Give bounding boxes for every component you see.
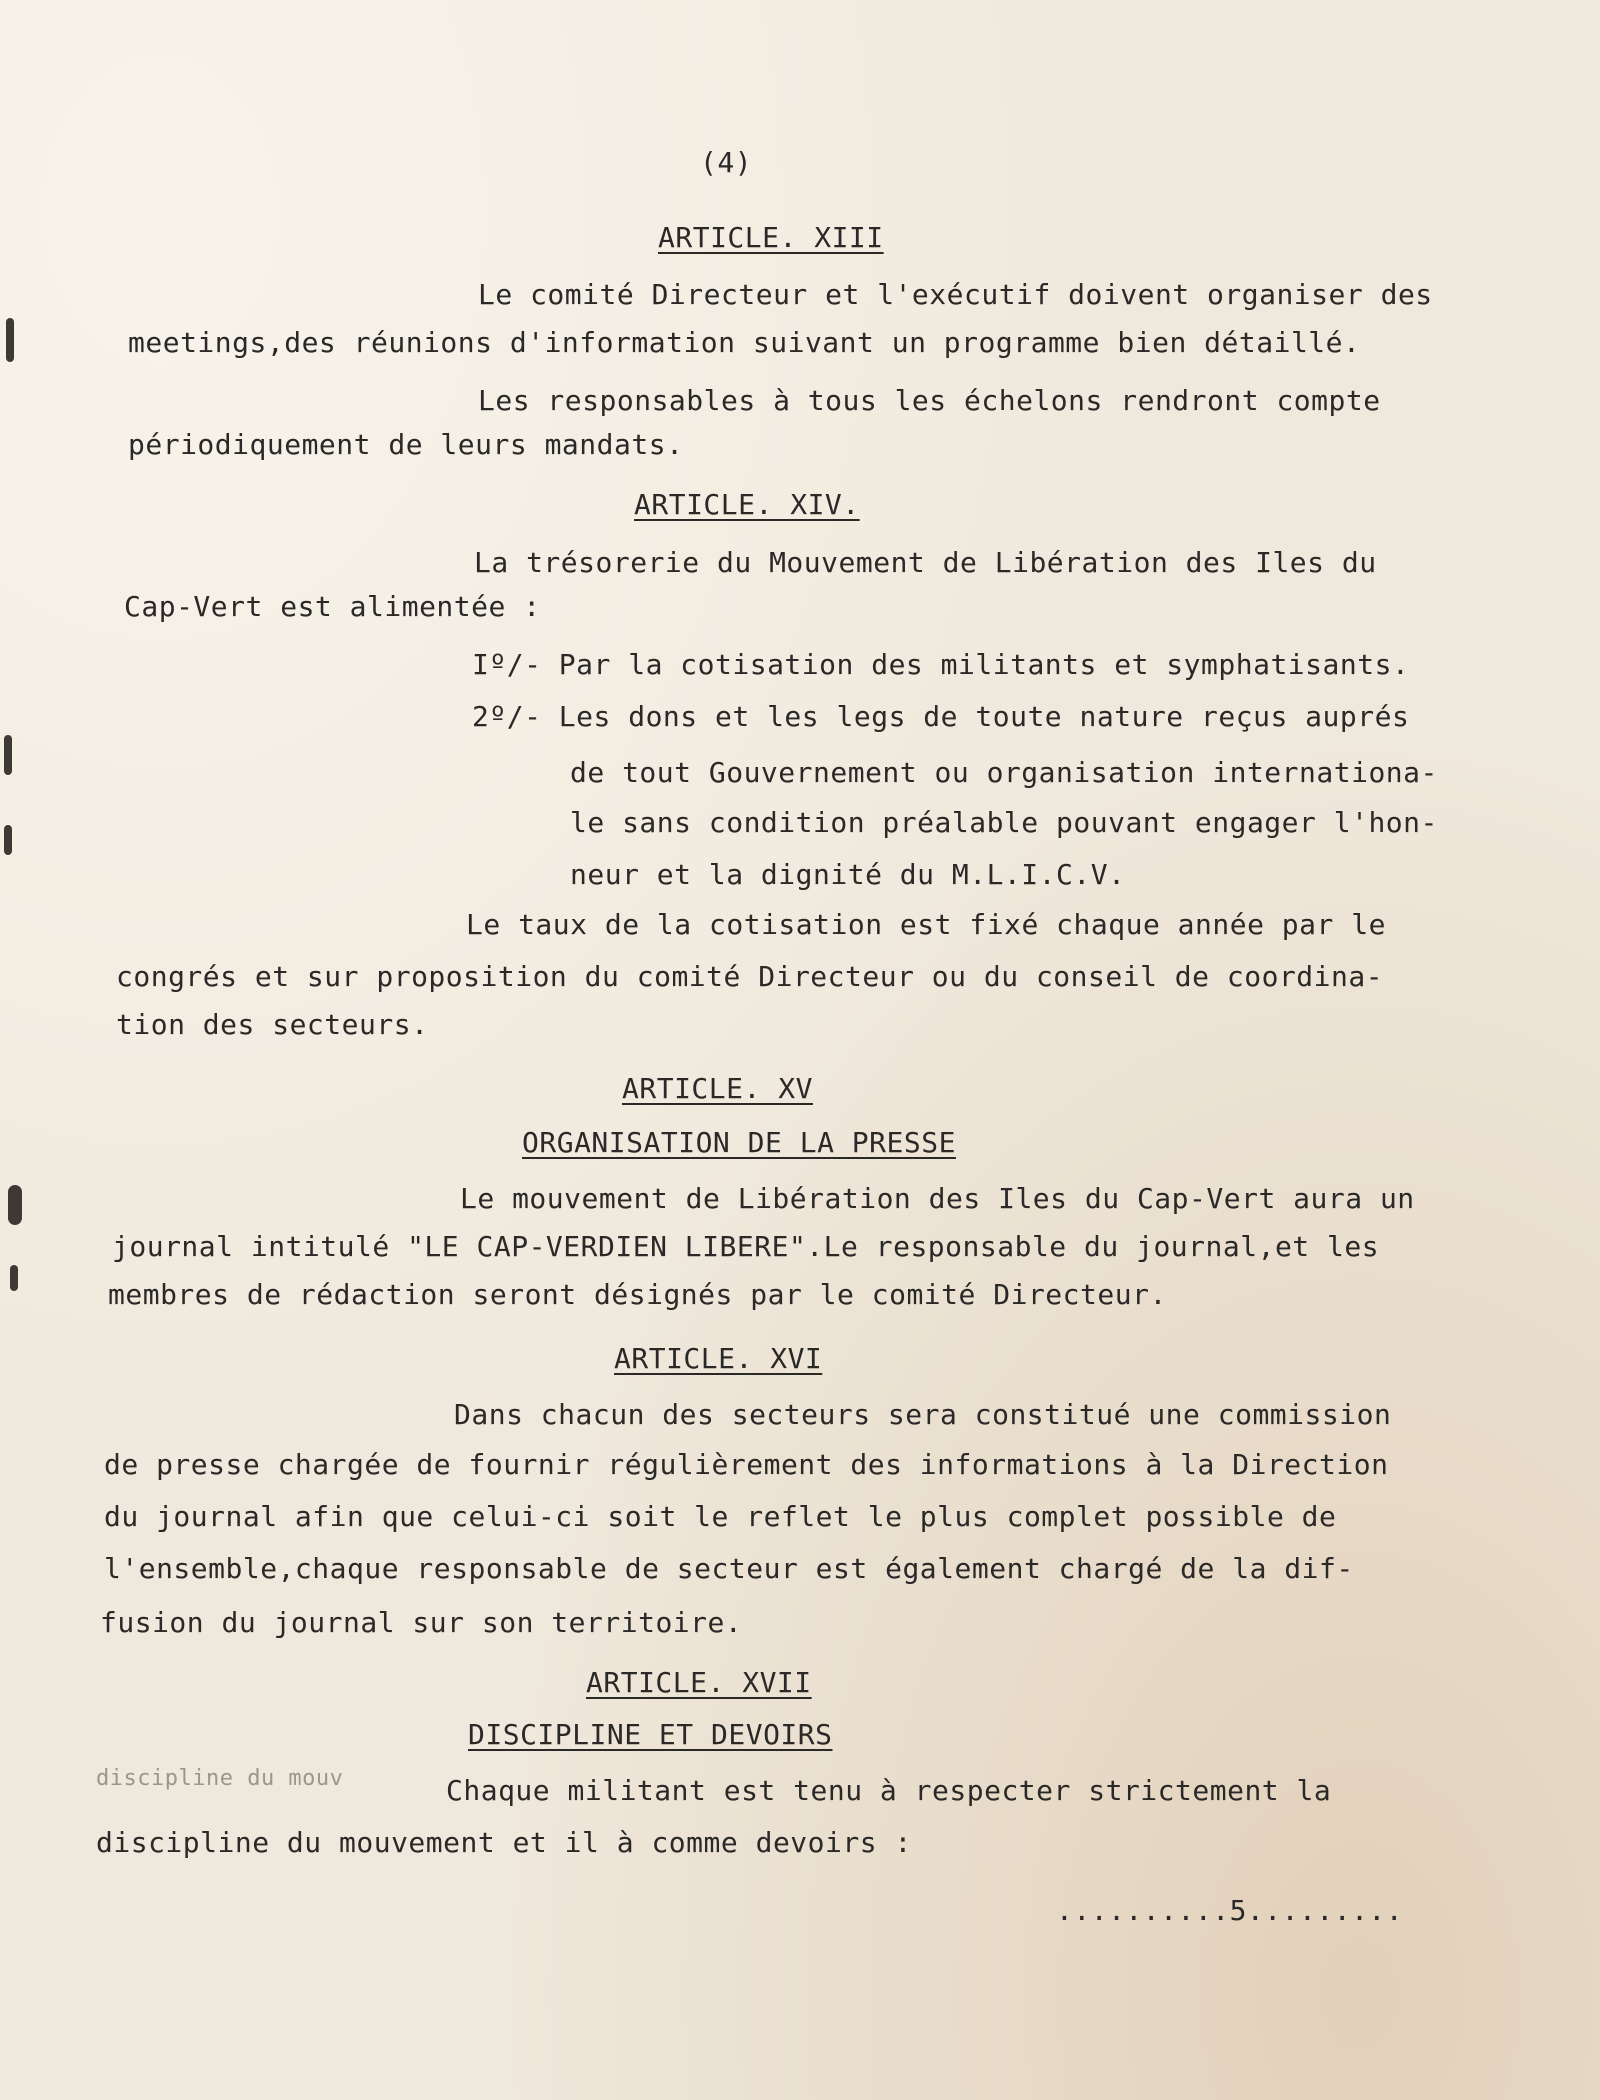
article-14-line: tion des secteurs. <box>116 1008 429 1041</box>
article-16-line: du journal afin que celui-ci soit le reflet le plus complet possible de <box>104 1500 1337 1533</box>
article-15-line: journal intitulé "LE CAP-VERDIEN LIBERE".Le responsable du journal,et les <box>112 1230 1380 1263</box>
binding-hole-mark <box>8 1185 22 1225</box>
page-number: (4) <box>700 146 753 179</box>
article-16-line: l'ensemble,chaque responsable de secteur est également chargé de la dif- <box>104 1552 1354 1585</box>
article-13-line: meetings,des réunions d'information suivant un programme bien détaillé. <box>128 326 1361 359</box>
article-16-line: fusion du journal sur son territoire. <box>100 1606 743 1639</box>
article-14-line: La trésorerie du Mouvement de Libération des Iles du <box>474 546 1377 579</box>
article-14-line: Le taux de la cotisation est fixé chaque année par le <box>466 908 1386 941</box>
binding-hole-mark <box>6 318 14 362</box>
article-13-heading: ARTICLE. XIII <box>658 221 884 254</box>
article-14-line: Cap-Vert est alimentée : <box>124 590 541 623</box>
article-14-line: le sans condition préalable pouvant engager l'hon- <box>570 806 1438 839</box>
binding-hole-mark <box>4 735 12 775</box>
article-15-line: Le mouvement de Libération des Iles du Cap-Vert aura un <box>460 1182 1415 1215</box>
article-14-heading: ARTICLE. XIV. <box>634 488 860 521</box>
article-15-heading: ARTICLE. XV <box>622 1072 813 1105</box>
article-17-line: Chaque militant est tenu à respecter strictement la <box>446 1774 1332 1807</box>
article-13-line: Le comité Directeur et l'exécutif doivent organiser des <box>478 278 1433 311</box>
article-15-line: membres de rédaction seront désignés par le comité Directeur. <box>108 1278 1167 1311</box>
article-15-subheading: ORGANISATION DE LA PRESSE <box>522 1126 956 1159</box>
article-14-line: 2º/- Les dons et les legs de toute nature reçus auprés <box>472 700 1410 733</box>
article-14-line: de tout Gouvernement ou organisation internationa- <box>570 756 1438 789</box>
article-17-line: discipline du mouvement et il à comme devoirs : <box>96 1826 912 1859</box>
article-16-line: de presse chargée de fournir régulièrement des informations à la Direction <box>104 1448 1389 1481</box>
binding-hole-mark <box>4 825 12 855</box>
article-14-line: neur et la dignité du M.L.I.C.V. <box>570 858 1126 891</box>
binding-hole-mark <box>10 1265 18 1291</box>
article-17-heading: ARTICLE. XVII <box>586 1666 812 1699</box>
article-14-line: congrés et sur proposition du comité Directeur ou du conseil de coordina- <box>116 960 1384 993</box>
next-page-marker: ..........5......... <box>1056 1894 1404 1927</box>
article-13-line: Les responsables à tous les échelons rendront compte <box>478 384 1381 417</box>
article-16-heading: ARTICLE. XVI <box>614 1342 823 1375</box>
article-17-faded-prefix: discipline du mouv <box>96 1766 344 1791</box>
article-17-subheading: DISCIPLINE ET DEVOIRS <box>468 1718 833 1751</box>
article-13-line: périodiquement de leurs mandats. <box>128 428 684 461</box>
article-14-line: Iº/- Par la cotisation des militants et symphatisants. <box>472 648 1410 681</box>
article-16-line: Dans chacun des secteurs sera constitué une commission <box>454 1398 1392 1431</box>
